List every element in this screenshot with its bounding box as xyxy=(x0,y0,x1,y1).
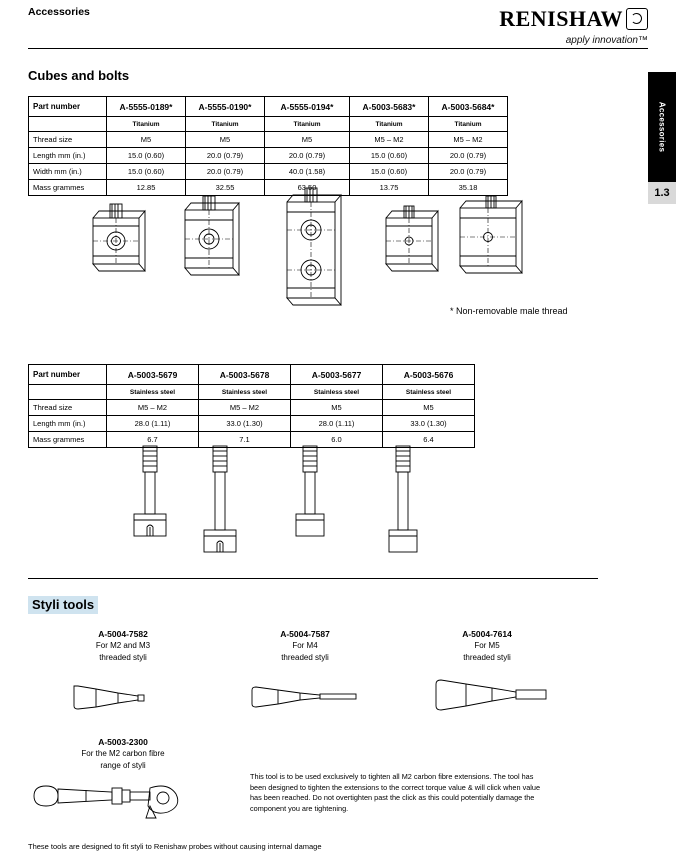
table-cell: A-5003-5684* xyxy=(429,97,508,117)
table-cell: 20.0 (0.79) xyxy=(265,148,350,164)
bolt-drawing-1 xyxy=(134,446,166,536)
table-cell: M5 xyxy=(383,400,475,416)
cubes-spec-table xyxy=(28,96,508,196)
table-cell: A-5555-0194* xyxy=(265,97,350,117)
brand-block xyxy=(499,6,648,46)
table-cell: Titanium xyxy=(350,117,429,132)
table-cell: Stainless steel xyxy=(107,385,199,400)
table-cell: Titanium xyxy=(107,117,186,132)
tool-label-2 xyxy=(230,628,380,664)
table-cell: 15.0 (0.60) xyxy=(107,148,186,164)
note-torque-tool-description: This tool is to be used exclusively to tighten all M2 carbon fibre extensions. The tool has been designed to tighten the extensions to the correct torque value & will click when value has been reached. Do not overtighten past the click as this could potentially damage the component you are tightening. xyxy=(250,772,541,813)
table-cell: 35.18 xyxy=(429,180,508,196)
table-cell: 33.0 (1.30) xyxy=(199,416,291,432)
table-cell: 28.0 (1.11) xyxy=(291,416,383,432)
table-cell: M5 – M2 xyxy=(107,400,199,416)
table-cell: 33.0 (1.30) xyxy=(383,416,475,432)
table-cell: M5 xyxy=(107,132,186,148)
cube-drawing-3 xyxy=(287,188,341,305)
table-row xyxy=(29,365,475,385)
header-divider xyxy=(28,48,648,49)
table-cell: M5 – M2 xyxy=(350,132,429,148)
table-row xyxy=(29,148,508,164)
page-header-title: Accessories xyxy=(28,6,90,18)
note-non-removable-thread: * Non-removable male thread xyxy=(450,306,568,316)
table-cell: Length mm (in.) xyxy=(29,148,107,164)
table-cell: Titanium xyxy=(429,117,508,132)
tool-desc-line2: threaded styli xyxy=(463,652,511,662)
styli-tool-drawing-2 xyxy=(252,687,356,707)
table-row xyxy=(29,164,508,180)
bolts-spec-table xyxy=(28,364,475,448)
table-cell: M5 xyxy=(265,132,350,148)
table-cell: A-5003-5677 xyxy=(291,365,383,385)
tool-desc-line1: For M2 and M3 xyxy=(95,641,151,651)
table-cell: M5 xyxy=(291,400,383,416)
table-cell: 40.0 (1.58) xyxy=(265,164,350,180)
note-footer: These tools are designed to fit styli to Renishaw probes without causing internal damage xyxy=(28,842,322,851)
brand-wordmark: RENISHAW xyxy=(499,6,623,31)
table-row xyxy=(29,132,508,148)
tool-desc-line1: For M4 xyxy=(292,641,318,651)
table-cell: Part number xyxy=(29,365,107,385)
table-cell: Stainless steel xyxy=(199,385,291,400)
table-cell: A-5003-5679 xyxy=(107,365,199,385)
cube-drawing-2 xyxy=(185,196,239,275)
tool-label-1 xyxy=(48,628,198,664)
tool-desc-line2: range of styli xyxy=(100,760,146,770)
table-cell: Mass grammes xyxy=(29,432,107,448)
table-cell: Thread size xyxy=(29,132,107,148)
section-title-styli-tools: Styli tools xyxy=(28,596,98,614)
table-cell: Width mm (in.) xyxy=(29,164,107,180)
table-cell: 20.0 (0.79) xyxy=(186,148,265,164)
cube-drawing-5 xyxy=(460,196,522,273)
table-cell: 20.0 (0.79) xyxy=(429,148,508,164)
table-cell: Stainless steel xyxy=(291,385,383,400)
bolt-drawing-3 xyxy=(296,446,324,536)
table-row xyxy=(29,97,508,117)
table-cell: 6.0 xyxy=(291,432,383,448)
tool-part-number: A-5004-7587 xyxy=(280,629,330,639)
table-cell: A-5555-0190* xyxy=(186,97,265,117)
tool-part-number: A-5003-2300 xyxy=(98,737,148,747)
table-cell: A-5003-5683* xyxy=(350,97,429,117)
table-cell: A-5555-0189* xyxy=(107,97,186,117)
bolt-drawing-4 xyxy=(389,446,417,552)
table-cell: Part number xyxy=(29,97,107,117)
table-cell: 13.75 xyxy=(350,180,429,196)
table-cell: 15.0 (0.60) xyxy=(107,164,186,180)
table-cell: Titanium xyxy=(186,117,265,132)
table-cell: 63.50 xyxy=(265,180,350,196)
table-cell: 20.0 (0.79) xyxy=(429,164,508,180)
table-row xyxy=(29,416,475,432)
table-cell: 7.1 xyxy=(199,432,291,448)
side-tab-number: 1.3 xyxy=(648,182,676,204)
table-cell xyxy=(29,117,107,132)
table-cell: A-5003-5678 xyxy=(199,365,291,385)
tool-part-number: A-5004-7614 xyxy=(462,629,512,639)
tool-desc-line1: For M5 xyxy=(474,641,500,651)
table-cell xyxy=(29,385,107,400)
renishaw-logo-icon xyxy=(626,8,648,30)
table-cell: Length mm (in.) xyxy=(29,416,107,432)
table-cell: Stainless steel xyxy=(383,385,475,400)
table-cell: 20.0 (0.79) xyxy=(186,164,265,180)
cube-drawing-1 xyxy=(93,204,145,271)
table-cell: 6.4 xyxy=(383,432,475,448)
table-row xyxy=(29,180,508,196)
tool-desc-line2: threaded styli xyxy=(281,652,329,662)
table-cell: Thread size xyxy=(29,400,107,416)
table-cell: M5 – M2 xyxy=(199,400,291,416)
table-cell: M5 xyxy=(186,132,265,148)
table-row xyxy=(29,432,475,448)
table-row xyxy=(29,385,475,400)
tool-desc-line1: For the M2 carbon fibre xyxy=(81,749,165,759)
table-cell: 15.0 (0.60) xyxy=(350,164,429,180)
table-row xyxy=(29,400,475,416)
tool-part-number: A-5004-7582 xyxy=(98,629,148,639)
cube-drawing-4 xyxy=(386,206,438,271)
section-divider xyxy=(28,578,598,579)
section-title-cubes-and-bolts: Cubes and bolts xyxy=(28,68,130,83)
torque-tool-drawing xyxy=(34,786,178,818)
bolt-drawing-2 xyxy=(204,446,236,552)
table-cell: 32.55 xyxy=(186,180,265,196)
table-cell: M5 – M2 xyxy=(429,132,508,148)
table-cell: 6.7 xyxy=(107,432,199,448)
styli-tool-drawing-3 xyxy=(436,680,546,710)
tool-desc-line2: threaded styli xyxy=(99,652,147,662)
styli-tool-drawing-1 xyxy=(74,686,144,709)
table-cell: Titanium xyxy=(265,117,350,132)
side-tab-label: Accessories xyxy=(657,101,667,153)
side-tab-accessories xyxy=(648,72,676,182)
tool-label-3 xyxy=(412,628,562,664)
table-cell: 15.0 (0.60) xyxy=(350,148,429,164)
tool-label-4 xyxy=(48,736,198,772)
table-cell: 12.85 xyxy=(107,180,186,196)
table-row xyxy=(29,117,508,132)
table-cell: A-5003-5676 xyxy=(383,365,475,385)
brand-tagline: apply innovation™ xyxy=(565,35,648,46)
table-cell: 28.0 (1.11) xyxy=(107,416,199,432)
table-cell: Mass grammes xyxy=(29,180,107,196)
